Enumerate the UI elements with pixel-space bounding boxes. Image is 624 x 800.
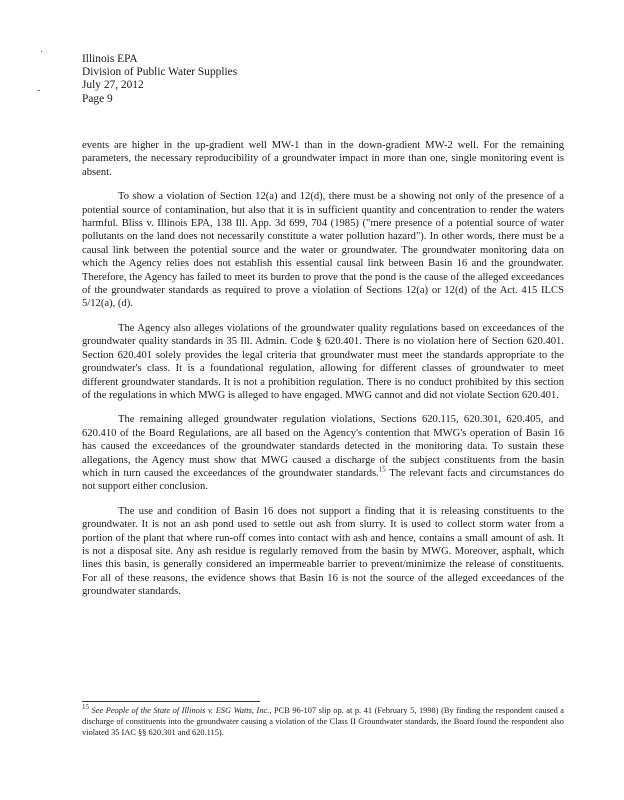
letter-header xyxy=(82,53,237,106)
paragraph: The Agency also alleges violations of the groundwater quality regulations based on exceedances of the groundwater quality standards in 35 Ill. Admin. Code § 620.401. There is no violation here of Section 620.401. Section 620.401 solely provides the legal criteria that groundwater must meet the standards appropriate to the groundwater's class. It is a foundational regulation, allowing for different classes of groundwater to meet different groundwater standards. It is not a prohibition regulation. There is no conduct prohibited by this section of the regulations in which MWG is alleged to have engaged. MWG cannot and did not violate Section 620.401. xyxy=(82,322,564,401)
letter-date: July 27, 2012 xyxy=(82,79,144,92)
footnote-text: PCB 96-107 slip op. at p. 41 (February 5, 1998) (By finding the respondent caused a discharge of constituents into the groundwater causing a violation of the Class II Groundwater standards, the Board found the respondent also violated 35 IAC §§ 620.301 and 620.115). xyxy=(82,706,565,737)
footnote-ref: 15 xyxy=(378,465,386,474)
division-name: Division of Public Water Supplies xyxy=(82,66,238,79)
page-number: Page 9 xyxy=(82,92,113,105)
document-body xyxy=(82,139,564,610)
footnote xyxy=(82,705,564,738)
scan-mark: · xyxy=(40,47,44,58)
agency-name: Illinois EPA xyxy=(82,53,138,65)
paragraph: To show a violation of Section 12(a) and 12(d), there must be a showing not only of the presence of a potential source of contamination, but also that it is in sufficient quantity and concentration to render the waters harmful. Bliss v. Illinois EPA, 138 Ill. App. 3d 699, 704 (1985) ("mere presence of a potential source of water pollutants on the land does not necessarily constitute a water pollution hazard"). In other words, there must be a causal link between the potential source and the water or groundwater. The groundwater monitoring data on which the Agency relies does not establish this essential causal link between Basin 16 and the groundwater. Therefore, the Agency has failed to meet its burden to prove that the pond is the cause of the alleged exceedances of the groundwater standards as required to prove a violation of Sections 12(a) or 12(d) of the Act. 415 ILCS 5/12(a), (d). xyxy=(82,191,564,310)
paragraph: events are higher in the up-gradient well MW-1 than in the down-gradient MW-2 well. For the remaining parameters, the necessary reproducibility of a groundwater impact in more than one, single monitoring event is absent. xyxy=(82,140,564,178)
paragraph xyxy=(82,413,564,493)
footnote-case-name: See People of the State of Illinois v. ESG Watts, Inc., xyxy=(91,706,272,715)
paragraph-text: The remaining alleged groundwater regulation violations, Sections 620.115, 620.301, 620.405, and 620.410 of the Board Regulations, are all based on the Agency's contention that MWG's operation of Basin 16 has caused the exceedances of the groundwater standards detected in the monitoring data. To sustain these allegations, the Agency must show that MWG caused a discharge of the subject constituents from the basin which in turn caused the exceedances of the groundwater standards. xyxy=(82,414,564,479)
scan-mark: - xyxy=(37,85,41,96)
footnote-number: 15 xyxy=(82,703,89,712)
footnote-divider xyxy=(82,701,260,702)
paragraph: The use and condition of Basin 16 does not support a finding that it is releasing constituents to the groundwater. It is not an ash pond used to settle out ash from slurry. It is used to collect storm water from a portion of the plant that where run-off comes into contact with ash and hence, contains a small amount of ash. It is not a disposal site. Any ash residue is regularly removed from the basin by MWG. Moreover, asphalt, which lines this basin, is generally considered an impermeable barrier to prevent/minimize the release of constituents. For all of these reasons, the evidence shows that Basin 16 is not the source of the alleged exceedances of the groundwater standards. xyxy=(82,505,564,598)
paragraph-text: The relevant facts and circumstances do not support either conclusion. xyxy=(82,467,564,493)
